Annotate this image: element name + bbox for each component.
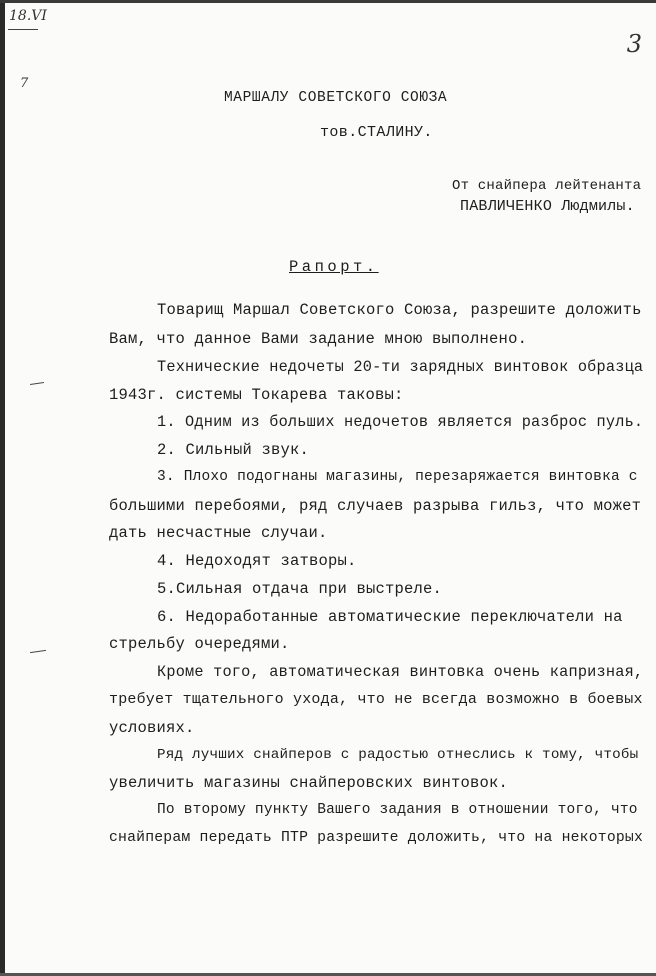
sender-line-1: От снайпера лейтенанта — [452, 178, 642, 194]
handwritten-page-number: 3 — [626, 30, 642, 58]
body-line: условиях. — [109, 719, 195, 737]
body-line: 1. Одним из больших недочетов является разброс пуль. — [157, 413, 644, 431]
body-line: По второму пункту Вашего задания в отношении того, что — [157, 802, 638, 818]
body-line: 4. Недоходят затворы. — [157, 552, 357, 570]
handwritten-mark: 7 — [20, 76, 29, 91]
body-line: Техничеcкие недочеты 20-ти зарядных винтовок образца — [157, 358, 644, 376]
body-line: Товарищ Маршал Советского Союза, разрешите доложить — [157, 301, 642, 319]
sender-line-2: ПАВЛИЧЕНКО Людмилы. — [460, 198, 635, 215]
handwritten-date-underline — [8, 29, 38, 30]
body-line: дать несчастные случаи. — [109, 524, 328, 542]
addressee-line-1: МАРШАЛУ СОВЕТСКОГО СОЮЗА — [224, 90, 448, 106]
body-line: снайперам передать ПТР разрешите доложить, что на некоторых — [109, 830, 644, 846]
body-line: 2. Сильный звук. — [157, 441, 310, 459]
body-line: Вам, что данное Вами задание мною выполнено. — [109, 330, 528, 348]
handwritten-date: 18.VI — [9, 8, 47, 24]
body-line: стрельбу очередями. — [109, 635, 290, 653]
body-line: Ряд лучших снайперов с радостью отнеслись к тому, чтобы — [157, 747, 639, 763]
body-line: 5.Сильная отдача при выстреле. — [157, 580, 443, 598]
margin-mark — [30, 650, 46, 653]
scan-edge-top — [0, 0, 656, 3]
addressee-line-2: тов.СТАЛИНУ. — [320, 124, 433, 141]
body-line: 3. Плохо подогнаны магазины, перезаряжается винтовка с — [157, 469, 638, 485]
body-line: требует тщательного ухода, что не всегда возможно в боевых — [109, 691, 643, 708]
body-line: 1943г. системы Токарева таковы: — [109, 386, 404, 404]
margin-mark — [30, 382, 44, 385]
scan-edge-left — [0, 0, 5, 976]
body-line: 6. Недоработанные автоматические переключатели на — [157, 608, 623, 626]
body-line: увеличить магазины снайперовских винтовок. — [109, 774, 509, 792]
document-title: Рапорт. — [289, 258, 379, 276]
body-line: Кроме того, автоматическая винтовка очень капризная, — [157, 663, 644, 681]
body-line: большими перебоями, ряд случаев разрыва гильз, что может — [109, 497, 642, 515]
